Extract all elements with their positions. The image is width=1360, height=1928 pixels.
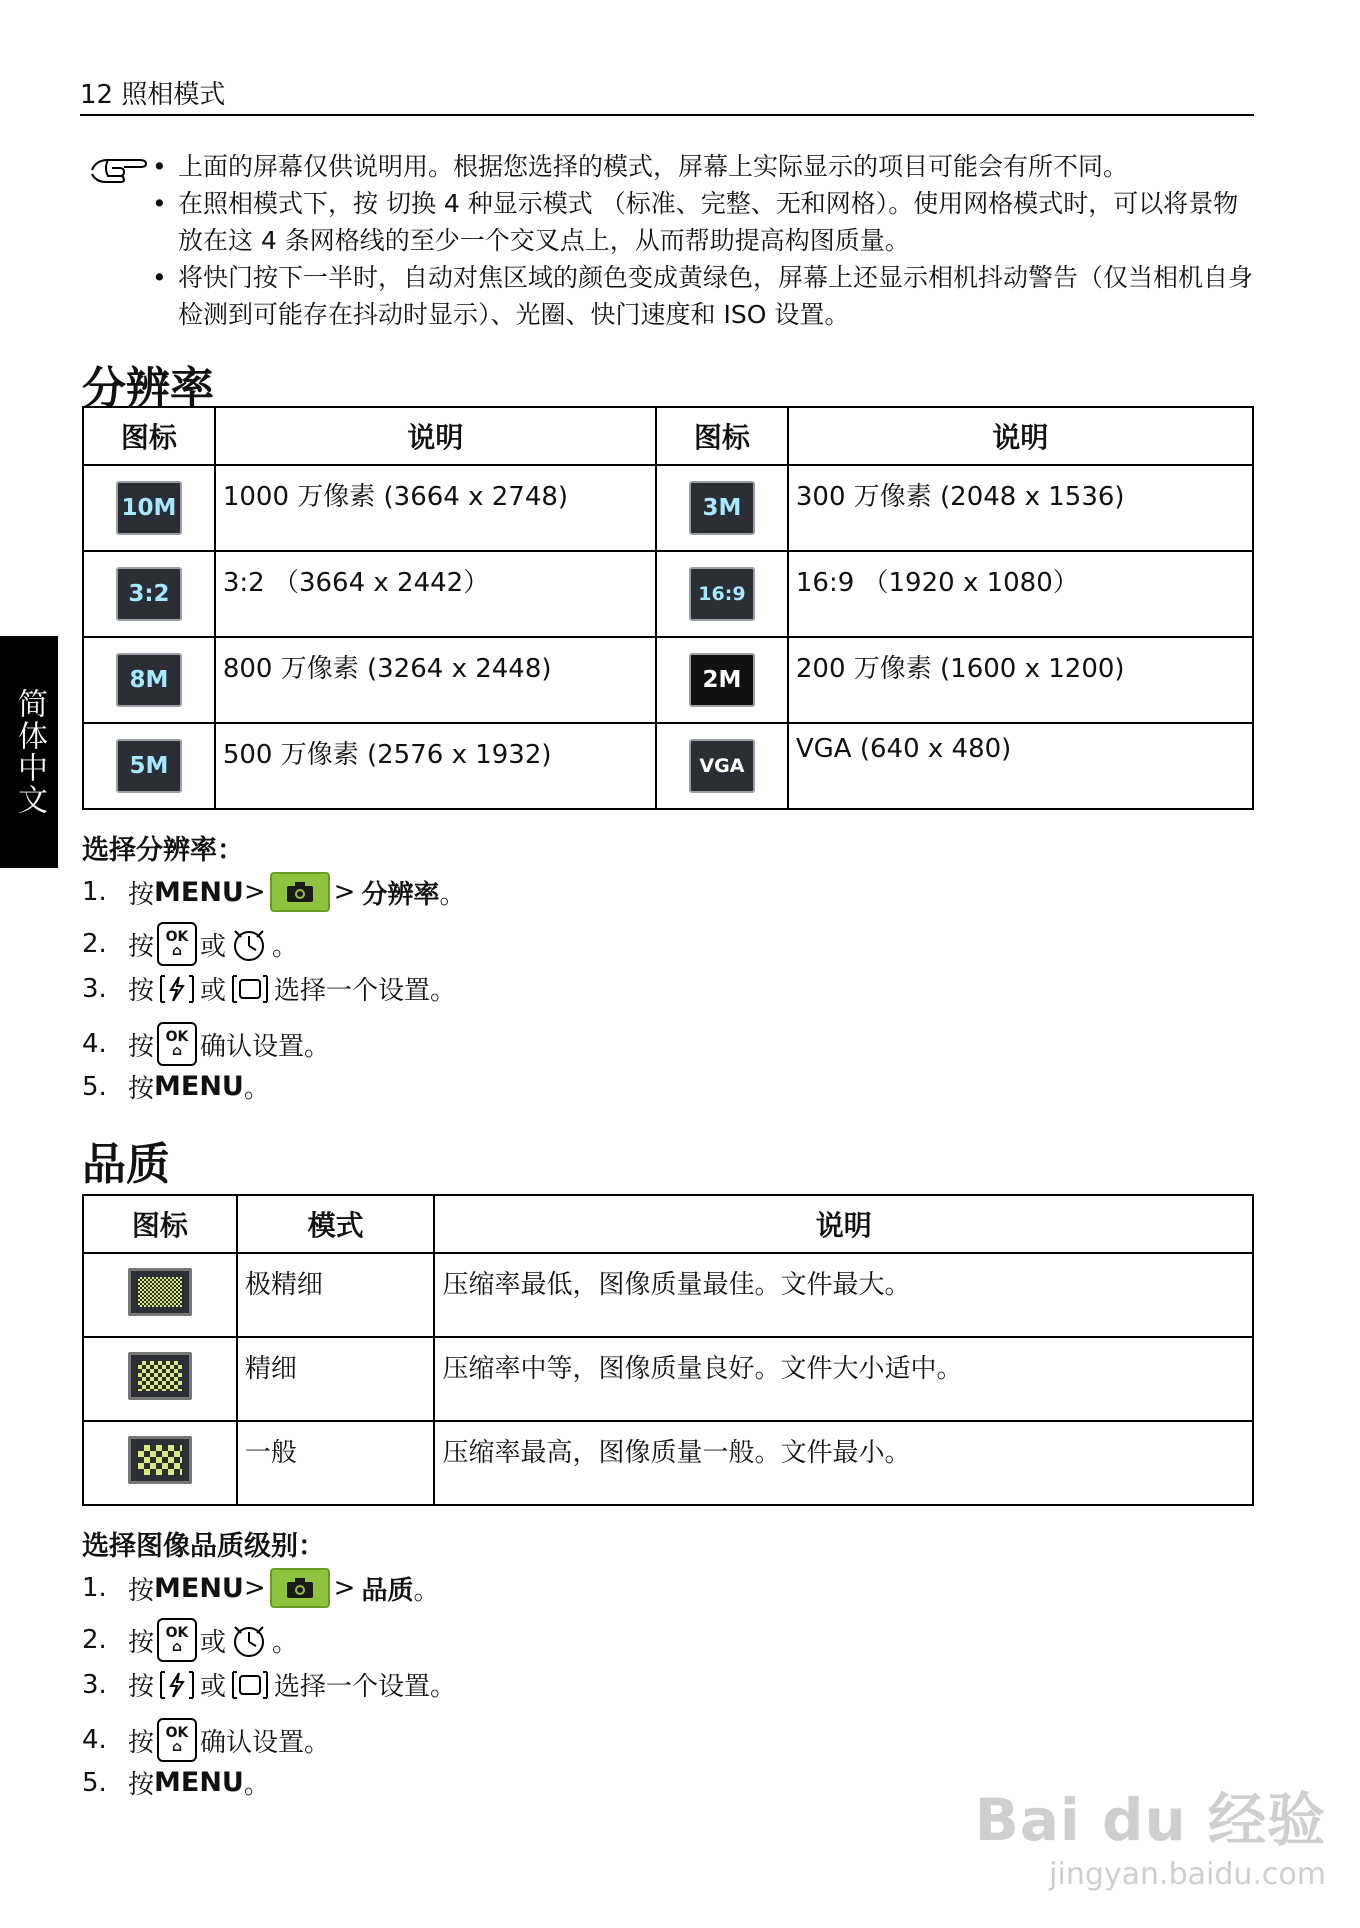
quality-section-title: 品质 bbox=[82, 1139, 170, 1190]
table-cell: 一般 bbox=[237, 1421, 435, 1505]
table-cell: 压缩率中等，图像质量良好。文件大小适中。 bbox=[434, 1337, 1253, 1421]
table-cell: 800 万像素 (3264 x 2448) bbox=[215, 637, 656, 723]
column-header: 图标 bbox=[83, 407, 215, 465]
step-item: 4. 按 OK ⌂ 确认设置。 bbox=[82, 1022, 330, 1066]
menu-button-label: MENU bbox=[154, 1572, 244, 1604]
table-cell: VGA (640 x 480) bbox=[788, 723, 1253, 809]
menu-target: 分辨率 bbox=[361, 879, 440, 910]
step-item: 4. 按 OK ⌂ 确认设置。 bbox=[82, 1718, 330, 1762]
self-timer-icon bbox=[229, 1621, 269, 1659]
table-cell: 极精细 bbox=[237, 1253, 435, 1337]
resolution-section-title: 分辨率 bbox=[82, 363, 214, 414]
resolution-8m-icon: 8M bbox=[116, 653, 182, 707]
resolution-16-9-icon: 16:9 bbox=[689, 567, 755, 621]
table-cell: 3:2 （3664 x 2442） bbox=[215, 551, 656, 637]
ok-button-icon: OK ⌂ bbox=[157, 1718, 197, 1762]
resolution-3m-icon: 3M bbox=[689, 481, 755, 535]
note-item: • 将快门按下一半时，自动对焦区域的颜色变成黄绿色，屏幕上还显示相机抖动警告（仅当相机自身检测到可能存在抖动时显示）、光圈、快门速度和 ISO 设置。 bbox=[152, 259, 1262, 333]
watermark-url: jingyan.baidu.com bbox=[1049, 1857, 1326, 1892]
watermark-logo: Bai du 经验 bbox=[974, 1786, 1326, 1854]
quality-steps-heading: 选择图像品质级别： bbox=[82, 1531, 325, 1562]
menu-button-label: MENU bbox=[154, 1767, 244, 1798]
step-item: 5. 按 MENU 。 bbox=[82, 1071, 270, 1104]
step-item: 2. 按 OK ⌂ 或 。 bbox=[82, 1618, 298, 1662]
ok-button-icon: OK ⌂ bbox=[157, 1618, 197, 1662]
table-cell: 16:9 （1920 x 1080） bbox=[788, 551, 1253, 637]
step-item: 5. 按 MENU 。 bbox=[82, 1767, 270, 1800]
column-header: 说明 bbox=[788, 407, 1253, 465]
ok-button-icon: OK ⌂ bbox=[157, 922, 197, 966]
page-header: 12 照相模式 bbox=[80, 80, 226, 110]
note-item: • 上面的屏幕仅供说明用。根据您选择的模式，屏幕上实际显示的项目可能会有所不同。 bbox=[152, 148, 1262, 185]
table-cell: 300 万像素 (2048 x 1536) bbox=[788, 465, 1253, 551]
column-header: 说明 bbox=[215, 407, 656, 465]
column-header: 模式 bbox=[237, 1195, 435, 1253]
resolution-10m-icon: 10M bbox=[116, 481, 182, 535]
language-side-tab bbox=[0, 636, 58, 868]
baidu-watermark bbox=[975, 1773, 1326, 1892]
step-item: 3. 按 或 选择一个设置。 bbox=[82, 1669, 457, 1702]
language-label: 简体中文 bbox=[12, 688, 47, 816]
ok-button-icon: OK ⌂ bbox=[157, 1022, 197, 1066]
table-cell: 1000 万像素 (3664 x 2748) bbox=[215, 465, 656, 551]
camera-menu-icon bbox=[270, 1568, 330, 1608]
table-cell: 压缩率最高，图像质量一般。文件最小。 bbox=[434, 1421, 1253, 1505]
quality-steps bbox=[82, 0, 982, 1928]
step-item: 3. 按 或 选择一个设置。 bbox=[82, 973, 457, 1006]
menu-button-label: MENU bbox=[154, 876, 244, 908]
table-cell: 精细 bbox=[237, 1337, 435, 1421]
column-header: 说明 bbox=[434, 1195, 1253, 1253]
step-item: 1. 按 MENU > > 分辨率 。 bbox=[82, 872, 465, 912]
resolution-steps-heading: 选择分辨率： bbox=[82, 835, 244, 866]
column-header: 图标 bbox=[656, 407, 788, 465]
flash-button-icon bbox=[157, 1668, 197, 1702]
table-cell: 500 万像素 (2576 x 1932) bbox=[215, 723, 656, 809]
step-item: 2. 按 OK ⌂ 或 。 bbox=[82, 922, 298, 966]
column-header: 图标 bbox=[83, 1195, 237, 1253]
step-item: 1. 按 MENU > > 品质 。 bbox=[82, 1568, 439, 1608]
menu-button-label: MENU bbox=[154, 1071, 244, 1102]
display-button-icon bbox=[229, 1668, 271, 1702]
resolution-2m-icon: 2M bbox=[689, 653, 755, 707]
resolution-vga-icon: VGA bbox=[689, 739, 755, 793]
table-cell: 200 万像素 (1600 x 1200) bbox=[788, 637, 1253, 723]
menu-target: 品质 bbox=[361, 1575, 414, 1606]
note-item: • 在照相模式下，按 切换 4 种显示模式 （标准、完整、无和网格）。使用网格模式时，可以将景物放在这 4 条网格线的至少一个交叉点上，从而帮助提高构图质量。 bbox=[152, 185, 1262, 259]
resolution-3-2-icon: 3:2 bbox=[116, 567, 182, 621]
table-cell: 压缩率最低，图像质量最佳。文件最大。 bbox=[434, 1253, 1253, 1337]
resolution-5m-icon: 5M bbox=[116, 739, 182, 793]
